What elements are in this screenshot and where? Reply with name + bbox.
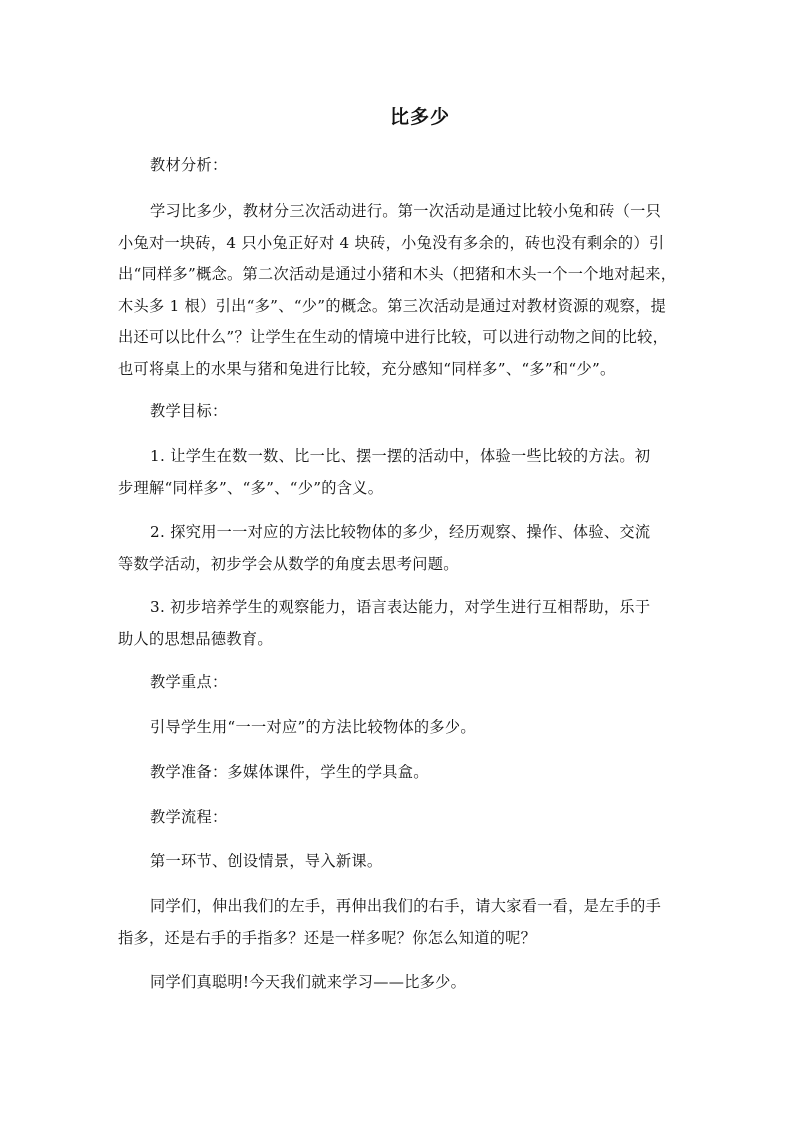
goal-1-line-2: 步理解“同样多”、“多”、“少”的含义。 — [118, 478, 384, 497]
closing-text-line: 同学们真聪明!今天我们就来学习——比多少。 — [150, 973, 467, 991]
material-paragraph — [118, 196, 677, 385]
focus-heading — [118, 667, 674, 699]
closing-text — [118, 967, 674, 999]
goal-1 — [118, 441, 674, 504]
intro-line-2: 指多，还是右手的手指多？还是一样多呢？你怎么知道的呢？ — [118, 928, 537, 947]
step-one-text: 第一环节、创设情景，导入新课。 — [150, 852, 383, 870]
material-line-3: 出“同样多”概念。第二次活动是通过小猪和木头（把猪和木头一个一个地对起来， — [118, 265, 677, 283]
intro-paragraph — [118, 891, 674, 954]
document-title: 比多少 — [389, 106, 450, 128]
material-line-5: 出还可以比什么”？让学生在生动的情境中进行比较，可以进行动物之间的比较， — [118, 328, 669, 346]
goals-heading — [118, 396, 674, 428]
material-line-6: 也可将桌上的水果与猪和兔进行比较，充分感知“同样多”、“多”和“少”。 — [118, 359, 616, 378]
goals-heading-text: 教学目标： — [150, 402, 228, 420]
goal-3-line-1: 3. 初步培养学生的观察能力，语言表达能力，对学生进行互相帮助，乐于 — [150, 598, 651, 616]
prep-text — [118, 757, 674, 789]
goal-1-line-1: 1. 让学生在数一数、比一比、摆一摆的活动中，体验一些比较的方法。初 — [150, 447, 651, 465]
goal-2-line-1: 2. 探究用一一对应的方法比较物体的多少，经历观察、操作、体验、交流 — [150, 523, 651, 541]
flow-heading-text: 教学流程： — [150, 808, 228, 826]
goal-3 — [118, 592, 674, 655]
material-line-2: 小兔对一块砖，4 只小兔正好对 4 块砖，小兔没有多余的，砖也没有剩余的）引 — [118, 233, 665, 252]
focus-text — [118, 712, 674, 744]
goal-2-line-2: 等数学活动，初步学会从数学的角度去思考问题。 — [118, 554, 459, 573]
intro-line-1: 同学们，伸出我们的左手，再伸出我们的右手，请大家看一看，是左手的手 — [150, 897, 662, 915]
prep-text-line: 教学准备：多媒体课件，学生的学具盒。 — [150, 763, 429, 781]
material-line-1: 学习比多少，教材分三次活动进行。第一次活动是通过比较小兔和砖（一只 — [150, 202, 662, 220]
material-heading-text: 教材分析： — [150, 156, 228, 174]
focus-text-line: 引导学生用“一一对应”的方法比较物体的多少。 — [150, 718, 476, 736]
flow-heading — [118, 802, 674, 834]
goal-2 — [118, 517, 674, 580]
material-heading — [118, 150, 674, 182]
focus-heading-text: 教学重点： — [150, 673, 228, 691]
material-line-4: 木头多 1 根）引出“多”、“少”的概念。第三次活动是通过对教材资源的观察，提 — [118, 296, 667, 315]
goal-3-line-2: 助人的思想品德教育。 — [118, 629, 273, 648]
step-one — [118, 846, 674, 878]
